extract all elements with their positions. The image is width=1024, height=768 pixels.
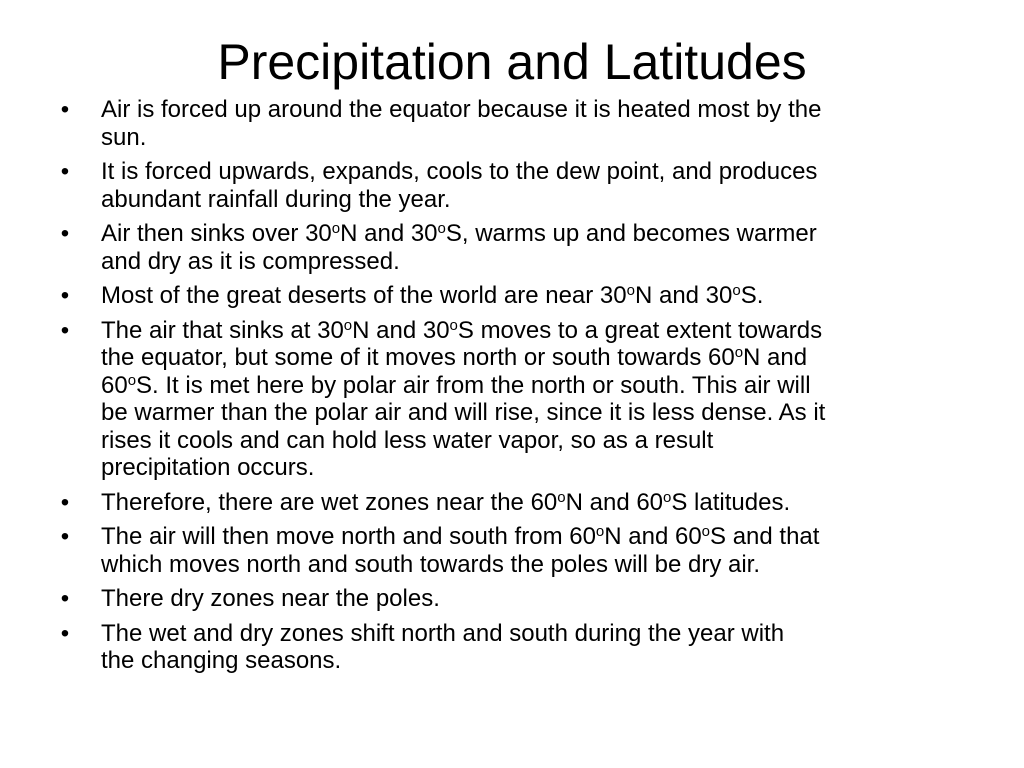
bullet-item [55, 317, 967, 482]
degree-superscript: o [557, 488, 566, 506]
degree-superscript: o [343, 316, 353, 334]
bullet-item [55, 620, 967, 675]
bullet-item [55, 96, 967, 151]
degree-superscript: o [626, 282, 635, 299]
bullet-item [55, 220, 967, 275]
bullet-text: The wet and dry zones shift north and south during the year with the changing seasons. [101, 619, 785, 674]
slide-title: Precipitation and Latitudes [217, 34, 807, 90]
bullet-marker: • [60, 316, 70, 344]
bullet-item [55, 489, 967, 517]
degree-superscript: o [734, 344, 744, 361]
degree-superscript: o [595, 523, 605, 540]
degree-superscript: o [127, 371, 137, 389]
bullet-item [55, 282, 967, 310]
bullet-item [55, 585, 967, 613]
bullet-text: The air will then move north and south from 60$^o$N and 60$^o$S and that which moves north and south towards the poles will be dry air. [101, 523, 820, 578]
bullet-item [55, 158, 967, 213]
bullet-marker: • [60, 523, 70, 550]
degree-superscript: o [701, 523, 711, 540]
bullet-text: Most of the great deserts of the world are near 30$^o$N and 30$^o$S. [101, 282, 764, 309]
bullet-marker: • [60, 488, 70, 516]
degree-superscript: o [732, 282, 741, 299]
bullet-marker: • [60, 619, 70, 647]
degree-superscript: o [449, 316, 458, 334]
bullet-marker: • [60, 585, 70, 612]
bullet-text: It is forced upwards, expands, cools to the dew point, and produces abundant rainfall during the year. [101, 158, 818, 213]
bullet-list [55, 96, 967, 682]
degree-superscript: o [663, 488, 672, 506]
degree-superscript: o [437, 220, 446, 237]
bullet-marker: • [60, 158, 70, 185]
bullet-text: Air is forced up around the equator because it is heated most by the sun. [101, 96, 822, 151]
bullet-marker: • [60, 282, 70, 309]
bullet-marker: • [60, 220, 70, 247]
bullet-text: Therefore, there are wet zones near the 60$^o$N and 60$^o$S latitudes. [101, 488, 791, 516]
degree-superscript: o [331, 220, 341, 237]
bullet-marker: • [60, 96, 70, 123]
bullet-text: Air then sinks over 30$^o$N and 30$^o$S, warms up and becomes warmer and dry as it is compressed. [101, 220, 817, 275]
bullet-text: There dry zones near the poles. [101, 585, 440, 612]
bullet-text: The air that sinks at 30$^o$N and 30$^o$S moves to a great extent towards the equator, but some of it moves north or south towards 60$^o$N and 60$^o$S. It is met here by polar air from the north or south. This air will be warmer than the polar air and will rise, since it is less dense. As it rises it cools and can hold less water vapor, so as a result precipitation occurs. [101, 316, 826, 481]
bullet-item [55, 523, 967, 578]
